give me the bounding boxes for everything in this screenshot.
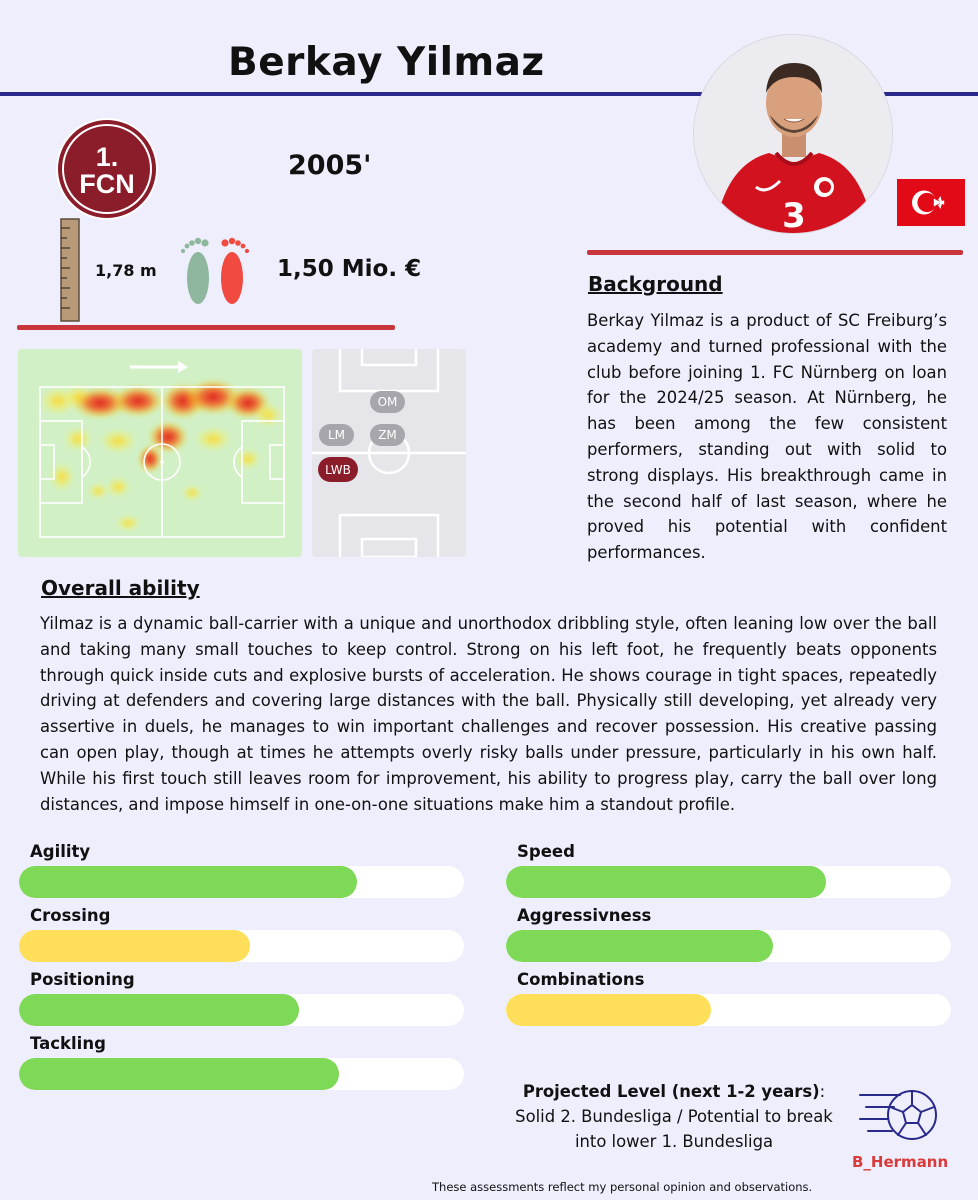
background-title: Background [588,272,723,296]
attr-fill [19,930,250,962]
disclaimer: These assessments reflect my personal opinion and observations. [432,1180,813,1194]
player-name: Berkay Yilmaz [228,40,545,85]
attr-track [506,866,951,898]
projected-level [506,1079,842,1154]
position-label-lm: LM [327,428,346,442]
overall-ability-text: Yilmaz is a dynamic ball-carrier with a unique and unorthodox dribbling style, often leaning low over the ball and taking many small touches to keep control. Strong on his left foot, he frequently beats opponents through quick inside cuts and explosive bursts of acceleration. He shows courage in tight spaces, repeatedly driving at defenders and covering large distances with the ball. Physically still developing, yet already very assertive in duels, he manages to win important challenges and recover possession. His creative passing can open play, though at times he attempts overly risky balls under pressure, particularly in his own half. While his first touch still leaves room for improvement, his ability to progress play, carry the ball over long distances, and impose himself in one-on-one situations make him a standout profile. [40,614,937,814]
market-value: 1,50 Mio. € [277,256,422,282]
height-value: 1,78 m [95,261,157,280]
position-badge-om [370,391,405,413]
position-label-om: OM [377,395,398,409]
position-badge-lwb [318,457,358,482]
shirt-number: 3 [782,196,806,234]
position-badge-zm [370,424,405,446]
section-divider-left [17,325,395,330]
position-badge-lm [319,424,354,446]
ruler-icon [60,218,80,322]
attr-label: Speed [517,842,575,861]
author-name: B_Hermann [852,1153,949,1171]
background-text: Berkay Yilmaz is a product of SC Freiburg’s academy and turned professional with the club before joining 1. FC Nürnberg on loan for the 2024/25 season. At Nürnberg, he has been among the few consistent performers, standing out with solid to strong displays. His breakthrough came in the second half of last season, where he proved his potential with confident performances. [587,311,947,563]
attr-label: Agility [30,842,91,861]
projected-level-text: : Solid 2. Bundesliga / Potential to break into lower 1. Bundesliga [515,1082,833,1151]
attr-label: Positioning [30,970,135,989]
attr-track [19,866,464,898]
attr-track [506,930,951,962]
svg-text:FCN: FCN [79,169,135,199]
football-logo-icon [858,1085,940,1147]
feet-icon [180,234,250,306]
attr-label: Crossing [30,906,111,925]
positions-map [312,349,466,557]
projected-level-label: Projected Level (next 1-2 years) [522,1082,820,1101]
position-label-zm: ZM [378,428,397,442]
attr-label: Aggressivness [517,906,652,925]
club-logo [55,117,159,221]
turkey-flag-icon [897,179,965,226]
heatmap [18,349,302,557]
attr-fill [19,994,299,1026]
attr-fill [506,994,711,1026]
attr-fill [506,866,826,898]
attr-fill [19,866,357,898]
attr-label: Tackling [30,1034,106,1053]
overall-ability-title: Overall ability [41,576,200,600]
attr-track [19,930,464,962]
attr-track [506,994,951,1026]
attr-fill [506,930,773,962]
position-label-lwb: LWB [325,463,351,477]
section-divider-right [587,250,963,255]
attr-fill [19,1058,339,1090]
attr-track [19,994,464,1026]
svg-text:1.: 1. [95,142,119,172]
birth-year: 2005' [288,150,372,181]
player-photo [693,34,893,234]
attr-label: Combinations [517,970,645,989]
attr-track [19,1058,464,1090]
